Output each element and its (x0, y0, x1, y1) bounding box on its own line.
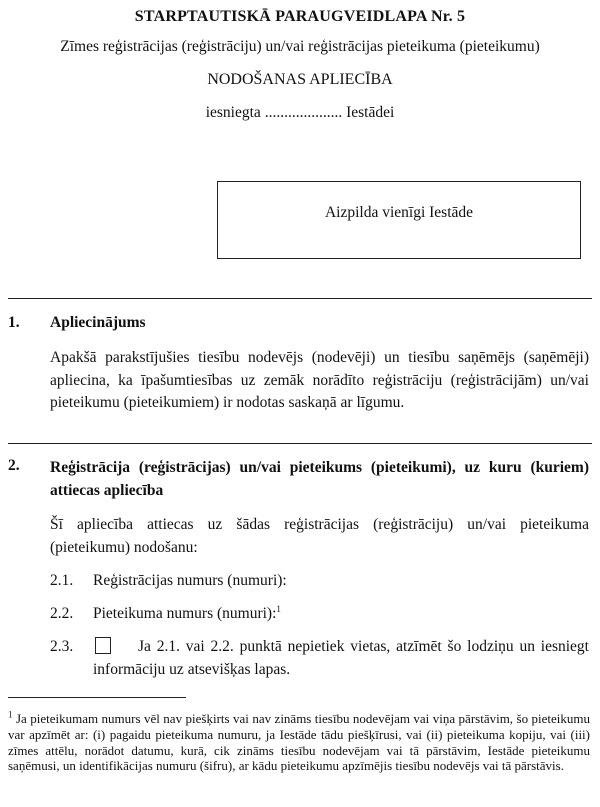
item-2-3-text: Ja 2.1. vai 2.2. punktā nepietiek vietas, atzīmēt šo lodziņu un iesniegt informāciju uz atsevišķas lapas. (93, 638, 589, 678)
footnote-ref: 1 (276, 603, 281, 614)
footnote (8, 711, 590, 774)
office-use-box[interactable] (217, 181, 581, 259)
section-1-title: Apliecinājums (50, 314, 146, 331)
office-use-label: Aizpilda vienīgi Iestāde (324, 204, 474, 221)
item-2-3-number: 2.3. (50, 638, 74, 655)
form-subtitle: Zīmes reģistrācijas (reģistrāciju) un/vai reģistrācijas pieteikuma (pieteikumu) (60, 38, 540, 55)
section-2-intro: Šī apliecība attiecas uz šādas reģistrācijas (reģistrāciju) un/vai pieteikuma (pieteikumu) nodošanu: (50, 516, 589, 556)
section-divider (8, 443, 592, 444)
section-1-number: 1. (8, 314, 20, 331)
footnote-text: Ja pieteikumam numurs vēl nav piešķirts vai nav zināms tiesību nodevējam vai viņa pārstāvim, šo pieteikumu var apzīmēt ar: (i) pagaidu pieteikuma numuru, ja Iestāde tādu piešķīrusi, vai (ii) pieteikuma kopiju, vai (iii) zīmes attēlu, norādot datumu, kurā, cik zināms tiesību nodevējam vai tā pārstāvim, Iestāde pieteikumu saņēmusi, un identifikācijas numuru (šifru), ar kādu pieteikumu apzīmējis tiesību nodevējs vai tā pārstāvis. (8, 711, 590, 774)
footnote-divider (8, 697, 186, 698)
section-2-number: 2. (8, 457, 20, 474)
section-2-title: Reģistrācija (reģistrācijas) un/vai pieteikums (pieteikumi), uz kuru (kuriem) attiecas apliecība (50, 459, 589, 499)
item-2-2-number: 2.2. (50, 605, 74, 622)
item-2-2-line (93, 605, 281, 623)
item-2-1-label: Reģistrācijas numurs (numuri): (93, 572, 287, 589)
submitted-prefix: iesniegta (205, 104, 265, 121)
footnote-marker: 1 (8, 709, 13, 720)
section-1-body: Apakšā parakstījušies tiesību nodevējs (nodevēji) un tiesību saņēmējs (saņēmēji) apliecina, ka īpašumtiesības uz zemāk norādīto reģistrāciju (reģistrācijām) un/vai pieteikumu (pieteikumiem) ir nodotas saskaņā ar līgumu. (50, 349, 589, 411)
form-title: STARPTAUTISKĀ PARAUGVEIDLAPA Nr. 5 (134, 8, 466, 25)
office-name-blank[interactable]: .................... (264, 104, 343, 121)
item-2-2-label: Pieteikuma numurs (numuri): (93, 605, 277, 622)
submitted-to-line (0, 104, 600, 122)
section-divider (8, 298, 592, 299)
certificate-heading: NODOŠANAS APLIECĪBA (207, 71, 393, 88)
submitted-suffix: Iestādei (342, 104, 395, 121)
item-2-1-number: 2.1. (50, 572, 74, 589)
